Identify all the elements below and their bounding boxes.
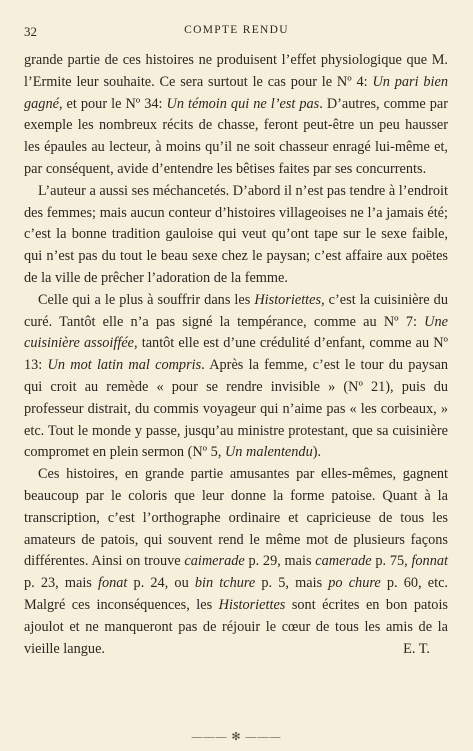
text-run: p. 75,: [371, 553, 412, 570]
italic-text: po chure: [328, 575, 381, 592]
italic-text: fonnat: [411, 553, 448, 570]
italic-text: Un pari bien gagné: [24, 73, 449, 112]
text-run: . D’autres, comme par exemple les nombreux récits de chasse, feront peut-être un peu hausser les épaules au lecteur, à moins qu’il ne soit chasseur enragé lui-même et, par conséquent, avide d’entendre les bêtises faites par ses concurrents.: [24, 95, 448, 177]
italic-text: bin tchure: [194, 575, 256, 592]
italic-text: Une cuisinière assoiffée: [24, 313, 448, 352]
text-run: p. 23, mais: [24, 575, 99, 592]
text-run: Ces histoires, en grande partie amusantes par elles-mêmes, gagnent beaucoup par le coloris que leur donne la forme patoise. Quant à la transcription, c’est l’orthographe ordinaire et capricieuse de tous les amateurs de patois, qui souvent rend le même mot de plusieurs façons différentes. Ainsi on trouve: [24, 466, 448, 570]
text-run: , tantôt elle est d’une crédulité d’enfant, comme au Nº 13:: [24, 335, 448, 374]
text-run: p. 60, etc. Malgré ces inconséquences, les: [24, 575, 448, 613]
text-run: , c’est la cuisinière du curé. Tantôt elle n’a pas signé la tempérance, comme au Nº 7:: [24, 291, 448, 330]
author-signature: E. T.: [403, 640, 430, 657]
running-head: COMPTE RENDU: [184, 24, 289, 36]
italic-text: caimerade: [184, 553, 245, 570]
text-run: p. 24, ou: [127, 575, 195, 592]
paragraph-2: [24, 181, 448, 290]
text-run: grande partie de ces histoires ne produisent l’effet physiologique que M. l’Ermite leur souhaite. Ce sera surtout le cas pour le Nº 4:: [24, 52, 448, 90]
paragraph-3: [24, 290, 448, 464]
italic-text: camerade: [315, 553, 372, 570]
paragraph-1: [24, 50, 448, 181]
italic-text: Un témoin qui ne l’est pas: [166, 95, 320, 112]
body-text: [24, 50, 448, 660]
paragraph-4: [24, 464, 448, 660]
italic-text: Historiettes: [218, 596, 286, 613]
text-run: p. 5, mais: [255, 575, 329, 592]
text-run: p. 29, mais: [244, 553, 316, 570]
page-number: 32: [24, 24, 37, 39]
page-header: [24, 24, 449, 40]
text-run: , et pour le Nº 34:: [58, 95, 167, 112]
italic-text: Historiettes: [254, 291, 322, 308]
text-run: ).: [312, 444, 322, 461]
text-run: . Après la femme, c’est le tour du paysan qui croit au remède « pour se rendre invisible » (Nº 21), puis du professeur distrait, du commis voyageur qui n’aime pas « les corbeaux, » etc. Tout le monde y passe, jusqu’au ministre protestant, que sa cuisinière compromet en plein sermon (Nº 5,: [24, 357, 448, 461]
italic-text: fonat: [98, 575, 128, 592]
end-ornament: ——— ✻ ———: [191, 731, 282, 743]
text-run: L’auteur a aussi ses méchancetés. D’abord il n’est pas tendre à l’endroit des femmes; mais aucun conteur d’histoires villageoises ne l’a jamais été; c’est la bonne tradition gauloise qui veut qu’ont tape sur le sexe faible, qui n’est pas du tout le beau sexe chez le paysan; c’est affaire aux poëtes de la ville de prêcher l’adoration de la femme.: [24, 182, 448, 286]
italic-text: Un malentendu: [224, 444, 313, 461]
italic-text: Un mot latin mal compris: [47, 357, 202, 374]
text-run: Celle qui a le plus à souffrir dans les: [38, 291, 255, 308]
text-run: sont écrites en bon patois ajoulot et ne manqueront pas de réjouir le cœur de tous les amis de la vieille langue.: [24, 596, 448, 657]
